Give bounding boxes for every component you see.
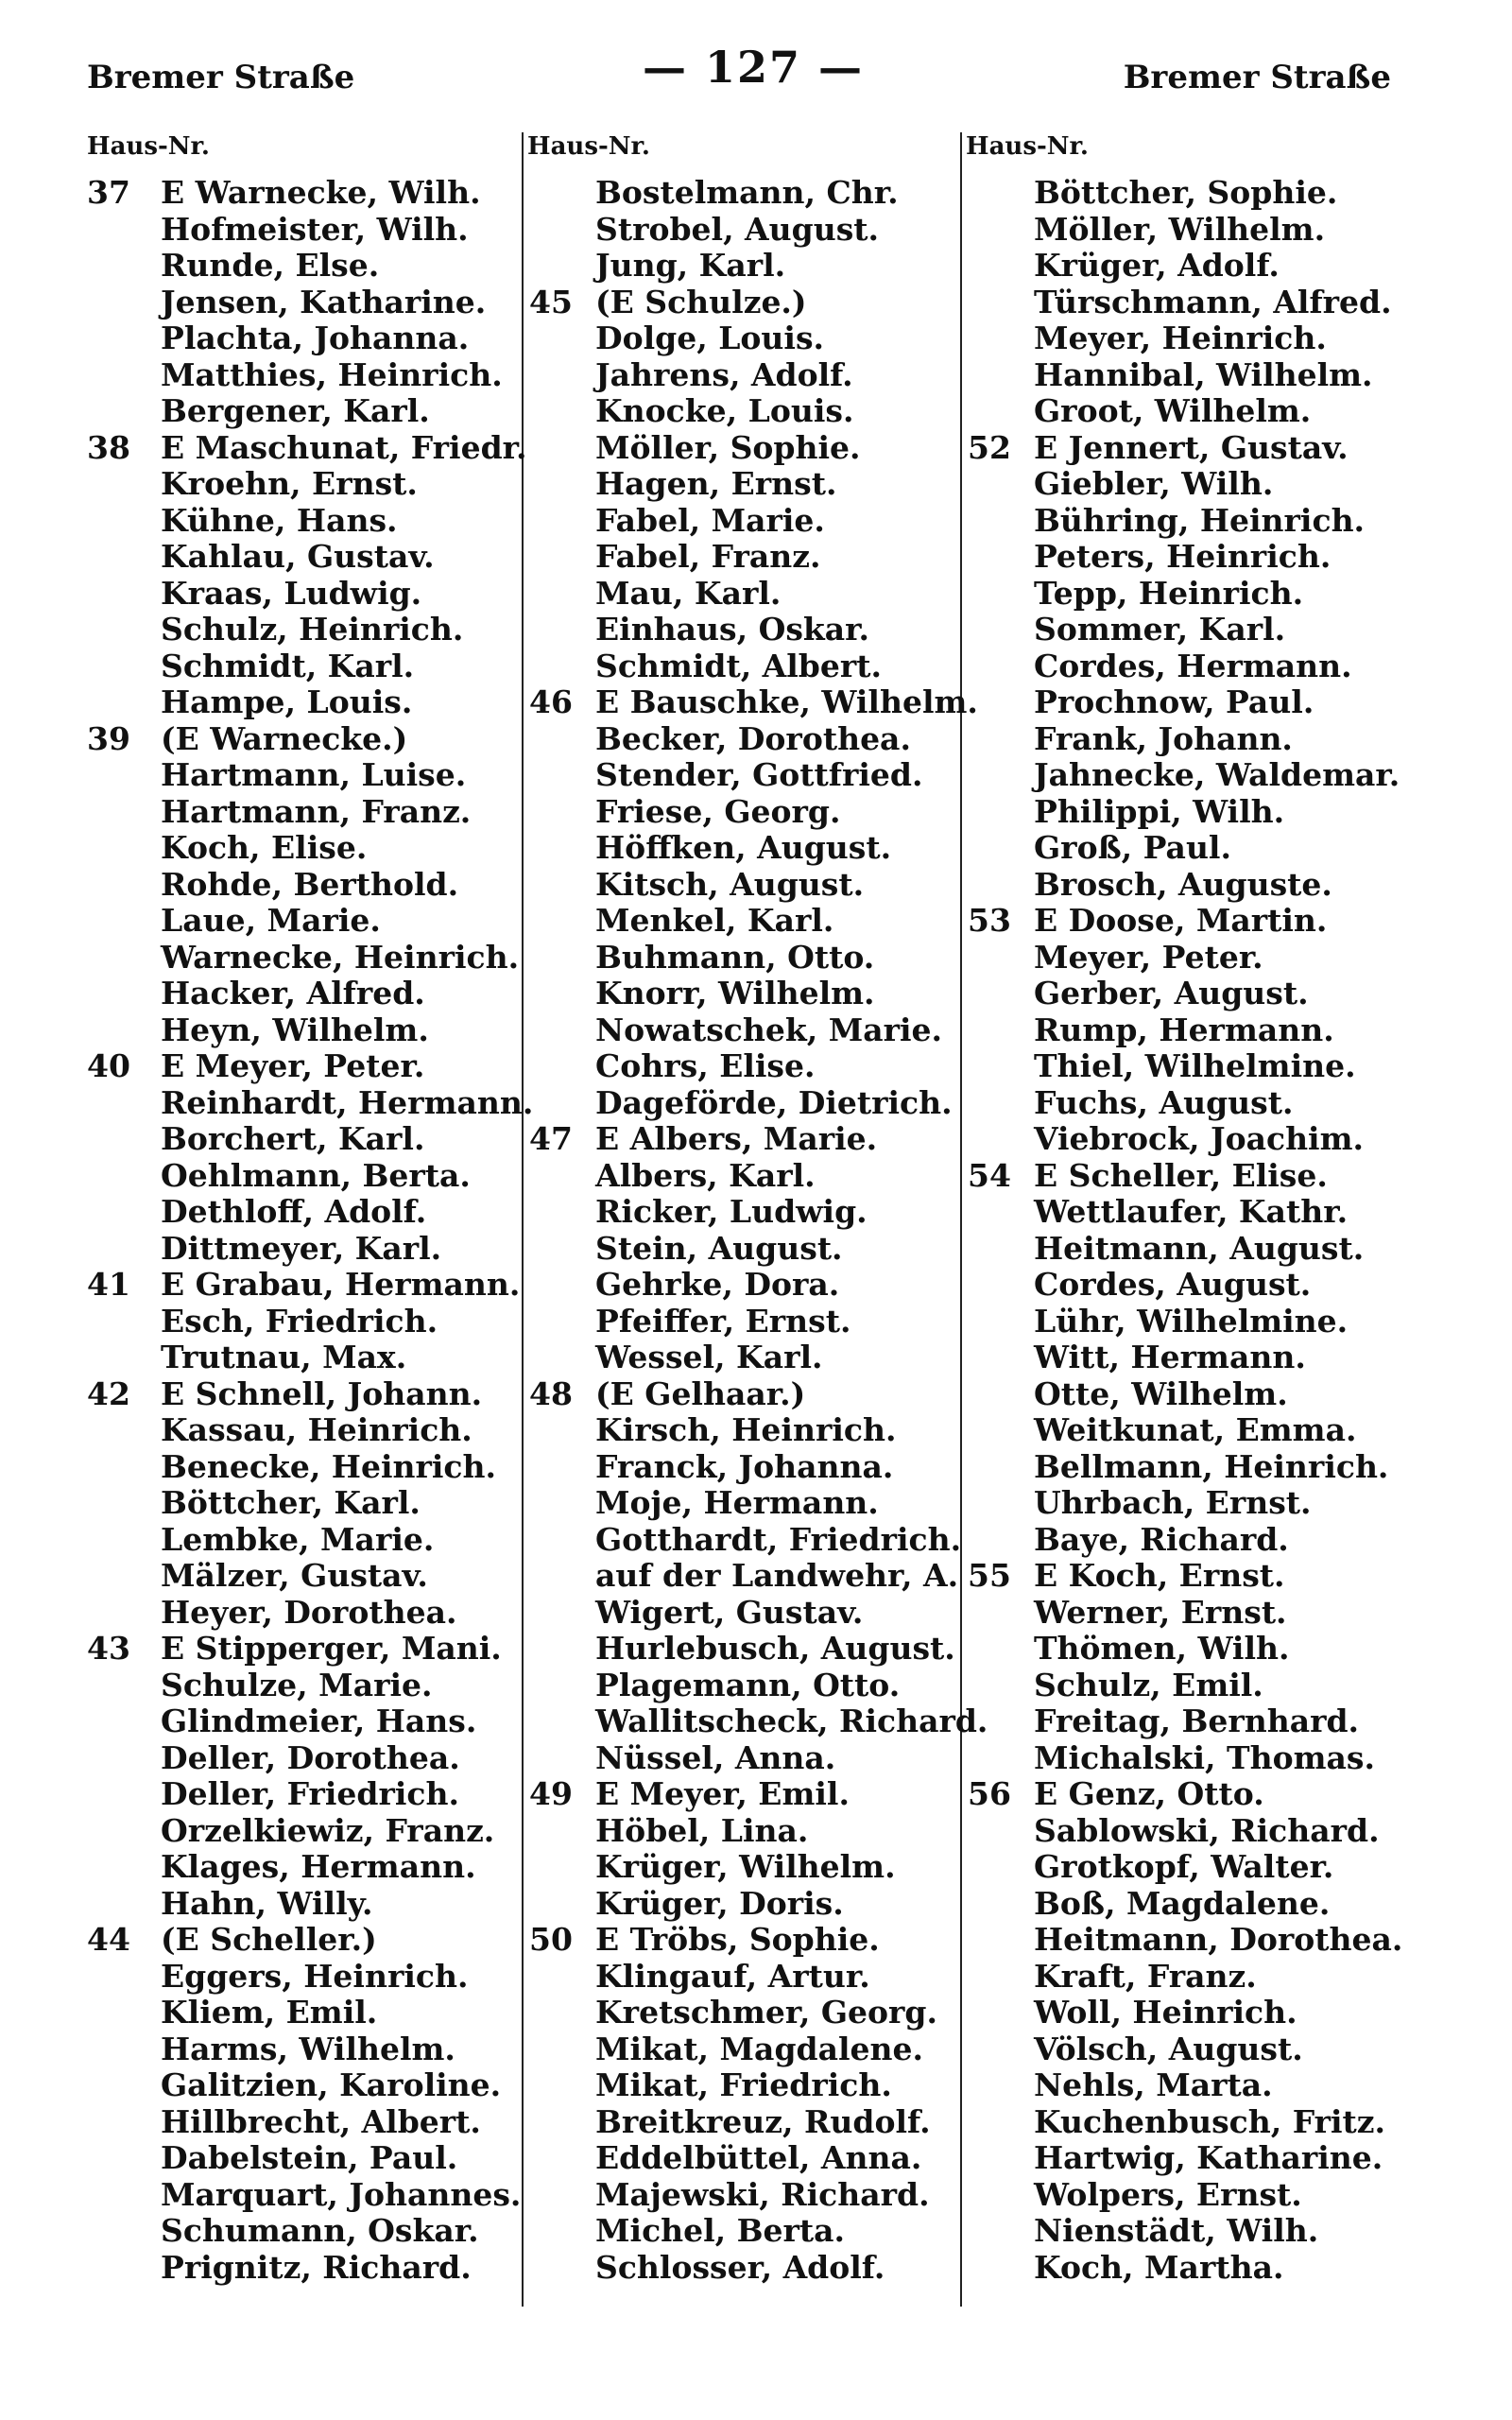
resident-name: Stender, Gottfried. xyxy=(595,756,923,793)
resident-name: Kliem, Emil. xyxy=(161,1994,378,2031)
resident-name: Hacker, Alfred. xyxy=(161,975,425,1011)
resident-name: Schlosser, Adolf. xyxy=(595,2248,885,2286)
resident-name: Nowatschek, Marie. xyxy=(595,1011,943,1048)
resident-name: E Warnecke, Wilh. xyxy=(161,174,481,211)
resident-name: Krüger, Doris. xyxy=(595,1884,844,1922)
resident-name: Heitmann, August. xyxy=(1034,1229,1365,1267)
resident-name: Schulze, Marie. xyxy=(161,1666,433,1703)
house-number: 48 xyxy=(529,1374,573,1412)
resident-name: Pfeiffer, Ernst. xyxy=(595,1302,851,1340)
resident-name: Gerber, August. xyxy=(1034,975,1309,1011)
resident-name: Klages, Hermann. xyxy=(161,1848,476,1885)
house-number: 40 xyxy=(87,1047,130,1084)
column-heading-2: Haus-Nr. xyxy=(527,132,650,161)
resident-name: Schmidt, Karl. xyxy=(161,647,415,684)
resident-name: Trutnau, Max. xyxy=(161,1339,407,1375)
house-number: 55 xyxy=(968,1557,1011,1594)
resident-name: E Bauschke, Wilhelm. xyxy=(595,683,978,720)
resident-name: Gehrke, Dora. xyxy=(595,1266,840,1303)
resident-name: Heitmann, Dorothea. xyxy=(1034,1921,1403,1958)
resident-name: Bostelmann, Chr. xyxy=(595,174,899,211)
resident-name: Breitkreuz, Rudolf. xyxy=(595,2102,931,2140)
resident-name: Jensen, Katharine. xyxy=(161,283,487,320)
resident-name: Kahlau, Gustav. xyxy=(161,538,435,575)
resident-name: Grotkopf, Walter. xyxy=(1034,1848,1334,1885)
resident-name: Laue, Marie. xyxy=(161,902,381,939)
resident-name: Marquart, Johannes. xyxy=(161,2175,522,2213)
resident-name: Menkel, Karl. xyxy=(595,902,834,939)
resident-name: Heyn, Wilhelm. xyxy=(161,1011,429,1048)
resident-name: Hartwig, Katharine. xyxy=(1034,2139,1383,2176)
resident-name: Becker, Dorothea. xyxy=(595,719,911,757)
resident-name: Cohrs, Elise. xyxy=(595,1047,816,1084)
resident-name: Eddelbüttel, Anna. xyxy=(595,2139,922,2176)
resident-name: Uhrbach, Ernst. xyxy=(1034,1484,1312,1521)
house-number: 56 xyxy=(968,1775,1011,1812)
resident-name: Werner, Ernst. xyxy=(1034,1593,1287,1631)
house-number: 46 xyxy=(529,683,573,720)
resident-name: Thiel, Wilhelmine. xyxy=(1034,1047,1356,1084)
resident-name: (E Gelhaar.) xyxy=(595,1374,806,1412)
resident-name: Viebrock, Joachim. xyxy=(1034,1120,1364,1157)
resident-name: Kühne, Hans. xyxy=(161,501,398,539)
resident-name: Peters, Heinrich. xyxy=(1034,538,1332,575)
resident-name: Höffken, August. xyxy=(595,829,892,866)
house-number: 49 xyxy=(529,1775,573,1812)
running-head-left: Bremer Straße xyxy=(87,59,355,96)
resident-name: Frank, Johann. xyxy=(1034,719,1293,757)
resident-name: Kraft, Franz. xyxy=(1034,1957,1257,1995)
resident-name: Möller, Sophie. xyxy=(595,428,861,466)
resident-name: Groot, Wilhelm. xyxy=(1034,392,1312,429)
resident-name: Cordes, August. xyxy=(1034,1266,1312,1303)
resident-name: Fabel, Franz. xyxy=(595,538,821,575)
resident-name: Wessel, Karl. xyxy=(595,1339,823,1375)
resident-name: Hartmann, Luise. xyxy=(161,756,467,793)
resident-name: Glindmeier, Hans. xyxy=(161,1703,477,1739)
resident-name: Deller, Friedrich. xyxy=(161,1775,459,1812)
resident-name: Moje, Hermann. xyxy=(595,1484,879,1521)
resident-name: Jahrens, Adolf. xyxy=(595,355,853,393)
resident-name: Borchert, Karl. xyxy=(161,1120,425,1157)
resident-name: Schmidt, Albert. xyxy=(595,647,882,684)
resident-name: Dageförde, Dietrich. xyxy=(595,1083,953,1121)
resident-name: Kitsch, August. xyxy=(595,865,865,903)
resident-name: Groß, Paul. xyxy=(1034,829,1231,866)
resident-name: Esch, Friedrich. xyxy=(161,1302,438,1340)
resident-name: Deller, Dorothea. xyxy=(161,1738,460,1776)
resident-name: Stein, August. xyxy=(595,1229,843,1267)
resident-name: Buhmann, Otto. xyxy=(595,938,875,976)
resident-name: Dittmeyer, Karl. xyxy=(161,1229,442,1267)
resident-name: auf der Landwehr, A. xyxy=(595,1557,959,1594)
resident-name: Thömen, Wilh. xyxy=(1034,1630,1290,1667)
resident-name: E Jennert, Gustav. xyxy=(1034,428,1349,466)
resident-name: Böttcher, Sophie. xyxy=(1034,174,1338,211)
resident-name: Nehls, Marta. xyxy=(1034,2066,1273,2103)
resident-name: Eggers, Heinrich. xyxy=(161,1957,469,1995)
resident-name: Benecke, Heinrich. xyxy=(161,1447,497,1485)
resident-name: Völsch, August. xyxy=(1034,2030,1303,2067)
column-heading-3: Haus-Nr. xyxy=(966,132,1089,161)
resident-name: Kirsch, Heinrich. xyxy=(595,1411,897,1448)
resident-name: Bühring, Heinrich. xyxy=(1034,501,1366,539)
resident-name: Knorr, Wilhelm. xyxy=(595,975,875,1011)
resident-name: Jung, Karl. xyxy=(595,247,786,284)
resident-name: Wallitscheck, Richard. xyxy=(595,1703,988,1739)
resident-name: Hampe, Louis. xyxy=(161,683,413,720)
resident-name: Kretschmer, Georg. xyxy=(595,1994,937,2031)
resident-name: Nüssel, Anna. xyxy=(595,1738,836,1776)
resident-name: Mau, Karl. xyxy=(595,574,782,612)
resident-name: Wolpers, Ernst. xyxy=(1034,2175,1302,2213)
resident-name: Hagen, Ernst. xyxy=(595,465,837,502)
resident-name: E Meyer, Peter. xyxy=(161,1047,425,1084)
resident-name: Otte, Wilhelm. xyxy=(1034,1374,1288,1412)
resident-name: Hurlebusch, August. xyxy=(595,1630,955,1667)
resident-name: Knocke, Louis. xyxy=(595,392,854,429)
resident-name: Schulz, Heinrich. xyxy=(161,611,464,648)
resident-name: Fuchs, August. xyxy=(1034,1083,1294,1121)
resident-name: Klingauf, Artur. xyxy=(595,1957,870,1995)
resident-name: Warnecke, Heinrich. xyxy=(161,938,520,976)
resident-name: Oehlmann, Berta. xyxy=(161,1156,471,1194)
resident-name: Mikat, Magdalene. xyxy=(595,2030,923,2067)
resident-name: Wigert, Gustav. xyxy=(595,1593,864,1631)
resident-name: Kassau, Heinrich. xyxy=(161,1411,472,1448)
resident-name: Koch, Elise. xyxy=(161,829,368,866)
resident-name: Reinhardt, Hermann. xyxy=(161,1083,534,1121)
resident-name: Hillbrecht, Albert. xyxy=(161,2102,481,2140)
resident-name: Baye, Richard. xyxy=(1034,1520,1289,1558)
resident-name: Schumann, Oskar. xyxy=(161,2212,479,2249)
resident-name: E Koch, Ernst. xyxy=(1034,1557,1285,1594)
house-number: 43 xyxy=(87,1630,130,1667)
resident-name: Meyer, Heinrich. xyxy=(1034,320,1327,356)
resident-name: Witt, Hermann. xyxy=(1034,1339,1306,1375)
resident-name: E Scheller, Elise. xyxy=(1034,1156,1328,1194)
resident-name: Türschmann, Alfred. xyxy=(1034,283,1392,320)
house-number: 38 xyxy=(87,428,130,466)
resident-name: Mälzer, Gustav. xyxy=(161,1557,428,1594)
resident-name: Möller, Wilhelm. xyxy=(1034,210,1326,248)
resident-name: Kuchenbusch, Fritz. xyxy=(1034,2102,1385,2140)
resident-name: E Stipperger, Mani. xyxy=(161,1630,502,1667)
resident-name: Rump, Hermann. xyxy=(1034,1011,1334,1048)
resident-name: E Albers, Marie. xyxy=(595,1120,878,1157)
resident-name: Höbel, Lina. xyxy=(595,1811,809,1849)
resident-name: Woll, Heinrich. xyxy=(1034,1994,1297,2031)
resident-name: E Genz, Otto. xyxy=(1034,1775,1264,1812)
resident-name: Tepp, Heinrich. xyxy=(1034,574,1304,612)
resident-name: Einhaus, Oskar. xyxy=(595,611,870,648)
house-number: 44 xyxy=(87,1921,130,1958)
resident-name: Wettlaufer, Kathr. xyxy=(1034,1193,1349,1230)
resident-name: Runde, Else. xyxy=(161,247,380,284)
house-number: 45 xyxy=(529,283,573,320)
resident-name: Nienstädt, Wilh. xyxy=(1034,2212,1319,2249)
resident-name: Kroehn, Ernst. xyxy=(161,465,418,502)
resident-name: (E Schulze.) xyxy=(595,283,807,320)
house-number: 39 xyxy=(87,719,130,757)
resident-name: E Doose, Martin. xyxy=(1034,902,1328,939)
resident-name: Hahn, Willy. xyxy=(161,1884,373,1922)
resident-name: Hartmann, Franz. xyxy=(161,792,472,830)
column-heading-1: Haus-Nr. xyxy=(87,132,210,161)
resident-name: E Schnell, Johann. xyxy=(161,1374,483,1412)
resident-name: Koch, Martha. xyxy=(1034,2248,1284,2286)
resident-name: Freitag, Bernhard. xyxy=(1034,1703,1360,1739)
resident-name: Hofmeister, Wilh. xyxy=(161,210,469,248)
resident-name: Heyer, Dorothea. xyxy=(161,1593,457,1631)
resident-name: Meyer, Peter. xyxy=(1034,938,1263,976)
resident-name: (E Scheller.) xyxy=(161,1921,377,1958)
resident-name: Hannibal, Wilhelm. xyxy=(1034,355,1373,393)
resident-name: Bergener, Karl. xyxy=(161,392,430,429)
resident-name: Fabel, Marie. xyxy=(595,501,825,539)
column-divider-2 xyxy=(960,132,962,2307)
resident-name: Lühr, Wilhelmine. xyxy=(1034,1302,1349,1340)
resident-name: Jahnecke, Waldemar. xyxy=(1034,756,1400,793)
page-number: — 127 — xyxy=(643,42,865,93)
resident-name: Dolge, Louis. xyxy=(595,320,825,356)
house-number: 50 xyxy=(529,1921,573,1958)
resident-name: E Grabau, Hermann. xyxy=(161,1266,521,1303)
resident-name: Strobel, August. xyxy=(595,210,880,248)
resident-name: Plagemann, Otto. xyxy=(595,1666,901,1703)
resident-name: E Tröbs, Sophie. xyxy=(595,1921,880,1958)
resident-name: Kraas, Ludwig. xyxy=(161,574,422,612)
resident-name: E Meyer, Emil. xyxy=(595,1775,850,1812)
resident-name: Franck, Johanna. xyxy=(595,1447,894,1485)
resident-name: Orzelkiewiz, Franz. xyxy=(161,1811,495,1849)
resident-name: Ricker, Ludwig. xyxy=(595,1193,868,1230)
resident-name: Michel, Berta. xyxy=(595,2212,846,2249)
resident-name: Krüger, Wilhelm. xyxy=(595,1848,896,1885)
resident-name: Krüger, Adolf. xyxy=(1034,247,1280,284)
resident-name: Friese, Georg. xyxy=(595,792,841,830)
resident-name: Boß, Magdalene. xyxy=(1034,1884,1331,1922)
resident-name: Majewski, Richard. xyxy=(595,2175,930,2213)
resident-name: Michalski, Thomas. xyxy=(1034,1738,1375,1776)
house-number: 52 xyxy=(968,428,1011,466)
resident-name: Cordes, Hermann. xyxy=(1034,647,1352,684)
resident-name: E Maschunat, Friedr. xyxy=(161,428,527,466)
resident-name: Giebler, Wilh. xyxy=(1034,465,1274,502)
running-head-right: Bremer Straße xyxy=(1123,59,1391,96)
resident-name: Sablowski, Richard. xyxy=(1034,1811,1380,1849)
resident-name: Weitkunat, Emma. xyxy=(1034,1411,1357,1448)
resident-name: Harms, Wilhelm. xyxy=(161,2030,455,2067)
resident-name: Plachta, Johanna. xyxy=(161,320,470,356)
resident-name: Gotthardt, Friedrich. xyxy=(595,1520,962,1558)
resident-name: Sommer, Karl. xyxy=(1034,611,1286,648)
resident-name: Prignitz, Richard. xyxy=(161,2248,472,2286)
resident-name: Mikat, Friedrich. xyxy=(595,2066,892,2103)
house-number: 54 xyxy=(968,1156,1011,1194)
resident-name: Philippi, Wilh. xyxy=(1034,792,1285,830)
house-number: 42 xyxy=(87,1374,130,1412)
resident-name: Bellmann, Heinrich. xyxy=(1034,1447,1389,1485)
resident-name: Brosch, Auguste. xyxy=(1034,865,1332,903)
resident-name: (E Warnecke.) xyxy=(161,719,408,757)
resident-name: Lembke, Marie. xyxy=(161,1520,435,1558)
resident-name: Dethloff, Adolf. xyxy=(161,1193,427,1230)
house-number: 37 xyxy=(87,174,130,211)
resident-name: Albers, Karl. xyxy=(595,1156,816,1194)
house-number: 41 xyxy=(87,1266,130,1303)
resident-name: Galitzien, Karoline. xyxy=(161,2066,502,2103)
resident-name: Dabelstein, Paul. xyxy=(161,2139,458,2176)
house-number: 53 xyxy=(968,902,1011,939)
house-number: 47 xyxy=(529,1120,573,1157)
resident-name: Schulz, Emil. xyxy=(1034,1666,1263,1703)
resident-name: Böttcher, Karl. xyxy=(161,1484,421,1521)
resident-name: Matthies, Heinrich. xyxy=(161,355,503,393)
resident-name: Rohde, Berthold. xyxy=(161,865,459,903)
resident-name: Prochnow, Paul. xyxy=(1034,683,1314,720)
